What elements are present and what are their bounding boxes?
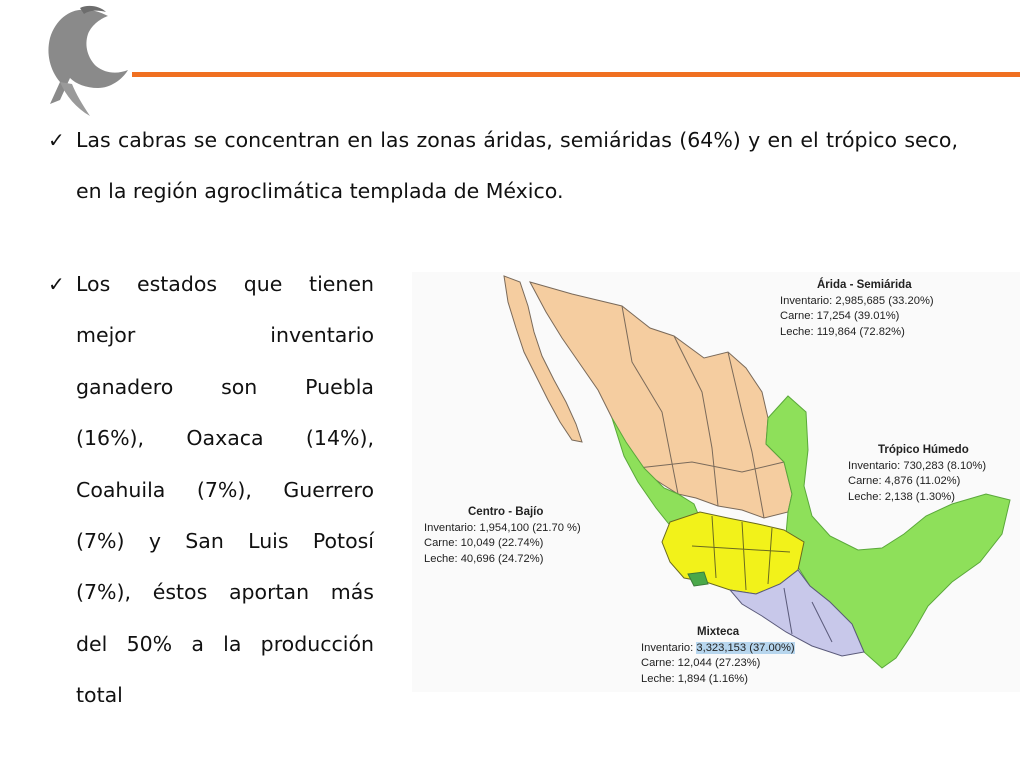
bullet-line: Coahuila (7%), Guerrero — [76, 477, 374, 502]
bullet-concentration — [48, 126, 960, 217]
legend-inventario — [641, 641, 795, 657]
legend-leche: Leche: 40,696 (24.72%) — [424, 552, 544, 565]
legend-leche: Leche: 2,138 (1.30%) — [848, 490, 955, 503]
legend-arida — [780, 278, 934, 340]
legend-title: Centro - Bajío — [468, 506, 544, 518]
region-arida-north — [530, 282, 792, 518]
legend-carne: Carne: 4,876 (11.02%) — [848, 475, 961, 488]
legend-inventario: Inventario: 1,954,100 (21.70 %) — [424, 521, 581, 534]
legend-leche: Leche: 119,864 (72.82%) — [780, 325, 905, 338]
legend-title: Trópico Húmedo — [878, 444, 969, 456]
bullet-text — [76, 259, 374, 722]
legend-inventario: Inventario: 730,283 (8.10%) — [848, 459, 987, 472]
bullet-line: (7%), éstos aportan más — [76, 580, 374, 605]
checkmark-icon: ✓ — [48, 128, 65, 152]
legend-carne: Carne: 17,254 (39.01%) — [780, 310, 900, 323]
legend-inventario: Inventario: 2,985,685 (33.20%) — [780, 294, 934, 307]
bullet-line: (16%), Oaxaca (14%), — [76, 426, 374, 451]
bullet-text: Las cabras se concentran en las zonas áridas, semiáridas (64%) y en el trópico seco, en la región agroclimática templada de México. — [76, 128, 958, 203]
bullet-line: Los estados que tienen — [76, 272, 374, 296]
bullet-line: mejor inventario — [76, 323, 374, 348]
legend-tropico — [848, 443, 986, 505]
legend-leche: Leche: 1,894 (1.16%) — [641, 672, 748, 685]
bullet-line: del 50% a la producción — [76, 631, 374, 656]
legend-title: Mixteca — [697, 626, 740, 638]
header-rule — [132, 72, 1020, 77]
region-centro-coast — [688, 572, 708, 586]
checkmark-icon: ✓ — [48, 272, 65, 296]
legend-inventario-value: 3,323,153 (37.00%) — [696, 641, 795, 654]
bullet-line: total — [76, 683, 123, 708]
legend-carne: Carne: 10,049 (22.74%) — [424, 537, 544, 550]
bullet-line: (7%) y San Luis Potosí — [76, 529, 374, 554]
legend-title: Árida - Semiárida — [817, 279, 912, 291]
legend-centro — [424, 505, 581, 567]
bullet-states — [48, 270, 378, 722]
legend-carne: Carne: 12,044 (27.23%) — [641, 657, 761, 670]
legend-inventario-label: Inventario: — [641, 641, 697, 654]
goat-head-icon — [36, 4, 132, 120]
bullet-line: ganadero son Puebla — [76, 374, 374, 399]
legend-mixteca — [641, 625, 795, 687]
